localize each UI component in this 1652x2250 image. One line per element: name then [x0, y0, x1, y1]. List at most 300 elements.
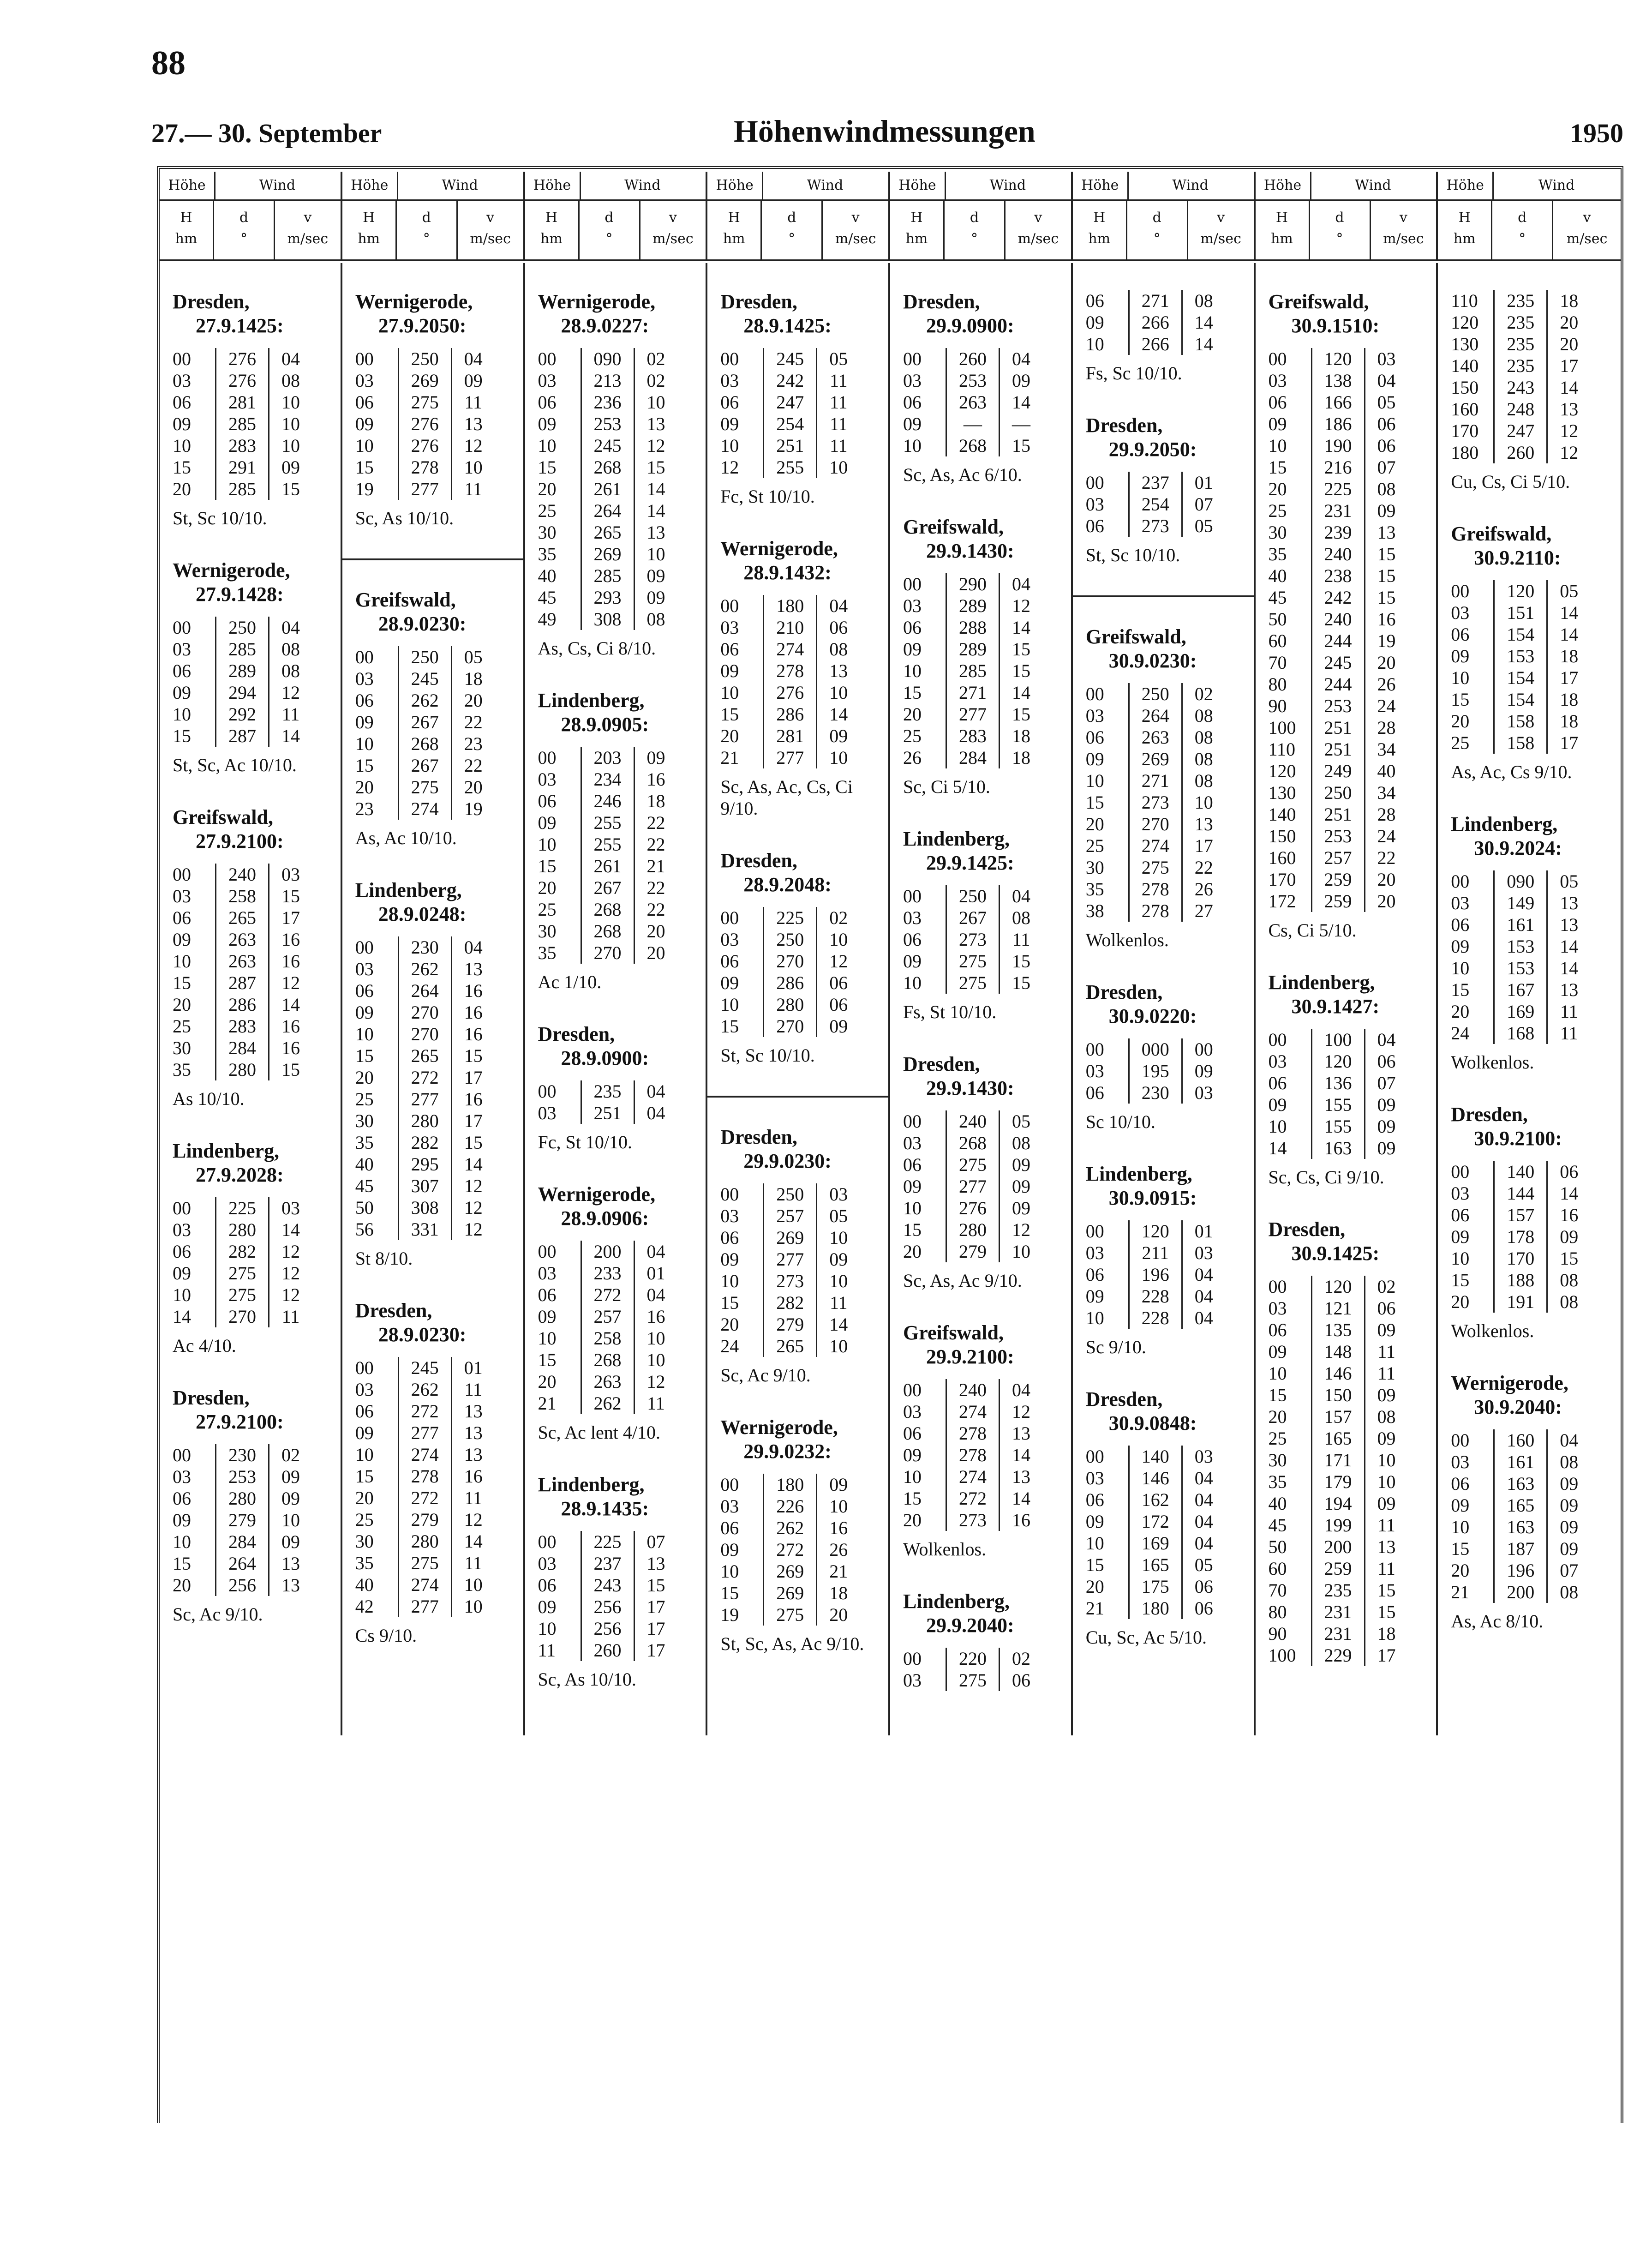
speed-cell: 17: [646, 1596, 665, 1617]
height-cell: 03: [355, 959, 374, 979]
direction-cell: 260: [1494, 442, 1547, 463]
speed-cell: 10: [1377, 1471, 1396, 1492]
speed-cell: 17: [1560, 355, 1579, 376]
header-hm: hm: [1453, 231, 1476, 247]
table-row: [903, 725, 1042, 747]
direction-cell: 281: [216, 391, 269, 413]
observation-block: [707, 1096, 888, 1386]
table-row: [1269, 435, 1408, 456]
table-row: [173, 638, 312, 660]
speed-cell: 06: [1560, 1161, 1579, 1182]
direction-cell: 271: [1129, 770, 1182, 792]
station-name: Dresden,: [720, 1126, 797, 1148]
observation-table: [1451, 1161, 1590, 1313]
observation-table: [903, 885, 1042, 994]
table-row: [355, 1422, 495, 1444]
height-cell: 15: [720, 1583, 739, 1603]
table-row: [1451, 1538, 1590, 1560]
header-hm: hm: [1271, 231, 1293, 247]
speed-cell: 08: [1194, 705, 1213, 726]
speed-cell: 12: [464, 1197, 483, 1218]
column-header: [1438, 172, 1621, 259]
direction-cell: 284: [216, 1037, 269, 1059]
speed-cell: 15: [281, 1059, 300, 1080]
direction-cell: 149: [1494, 892, 1547, 914]
table-row: [1086, 1307, 1225, 1329]
speed-cell: 10: [646, 1328, 665, 1349]
station-name: Greifswald,: [903, 516, 1004, 538]
height-cell: 35: [538, 544, 557, 564]
height-cell: 10: [355, 435, 374, 456]
height-cell: 09: [903, 414, 922, 434]
table-row: [1269, 1137, 1408, 1159]
table-row: [538, 747, 677, 768]
cloud-note: St, Sc 10/10.: [720, 1045, 815, 1066]
height-cell: 00: [1085, 1039, 1104, 1060]
speed-cell: 07: [646, 1531, 665, 1552]
height-cell: 20: [1268, 479, 1287, 499]
table-row: [1269, 587, 1408, 608]
observation-table: [720, 595, 860, 768]
observation-datetime: 28.9.1435:: [561, 1497, 649, 1520]
direction-cell: 168: [1494, 1022, 1547, 1044]
table-row: [1269, 1623, 1408, 1644]
table-row: [1451, 892, 1590, 914]
speed-cell: 06: [829, 617, 848, 638]
speed-cell: 11: [829, 414, 848, 434]
direction-cell: 268: [581, 899, 634, 920]
direction-cell: 272: [581, 1284, 634, 1306]
header-ms: m/sec: [1566, 231, 1608, 247]
page-title: Höhenwindmessungen: [734, 114, 1035, 149]
header-d: d: [1335, 210, 1344, 226]
direction-cell: 287: [216, 972, 269, 994]
height-cell: 00: [1085, 472, 1104, 493]
height-cell: 09: [903, 1176, 922, 1197]
height-cell: 21: [1451, 1582, 1470, 1602]
speed-cell: 11: [1377, 1341, 1395, 1362]
table-row: [903, 348, 1042, 370]
table-row: [720, 1539, 860, 1560]
table-row: [1269, 738, 1408, 760]
direction-cell: 275: [946, 1154, 1000, 1176]
page-number: 88: [151, 44, 186, 82]
height-cell: 30: [1268, 1450, 1287, 1470]
height-cell: 06: [355, 980, 374, 1001]
table-row: [720, 972, 860, 994]
direction-cell: 272: [398, 1487, 451, 1509]
header-wind: Wind: [397, 172, 523, 201]
header-hoehe: Höhe: [1438, 172, 1494, 201]
height-cell: 03: [1451, 1452, 1470, 1472]
observation-block: [1269, 971, 1431, 1188]
direction-cell: 216: [1311, 456, 1365, 478]
height-cell: 10: [1085, 1308, 1104, 1328]
speed-cell: 05: [829, 1206, 848, 1226]
height-cell: 09: [173, 1263, 191, 1284]
direction-cell: 225: [581, 1531, 634, 1553]
speed-cell: 06: [1377, 1051, 1396, 1072]
height-cell: 09: [1451, 1226, 1470, 1247]
observation-datetime: 28.9.0227:: [561, 314, 649, 337]
height-cell: 20: [538, 1371, 557, 1392]
direction-cell: 276: [764, 682, 817, 703]
observation-block: [173, 558, 335, 776]
observation-table: [720, 348, 860, 478]
speed-cell: 08: [1377, 1406, 1396, 1427]
header-hoehe: Höhe: [1256, 172, 1311, 201]
table-row: [1269, 1514, 1408, 1536]
speed-cell: 15: [464, 1045, 483, 1066]
direction-cell: 257: [581, 1306, 634, 1327]
height-cell: 06: [903, 1423, 922, 1444]
height-cell: 03: [173, 370, 191, 391]
height-cell: 00: [903, 1111, 922, 1132]
table-row: [1269, 717, 1408, 738]
table-row: [720, 682, 860, 703]
speed-cell: 14: [1012, 1488, 1030, 1509]
table-row: [355, 958, 495, 980]
speed-cell: 10: [829, 1336, 848, 1356]
height-cell: 10: [1451, 1248, 1470, 1269]
height-cell: 09: [720, 1249, 739, 1270]
table-row: [355, 1132, 495, 1153]
speed-cell: 15: [464, 1132, 483, 1153]
cloud-note: Sc 10/10.: [1085, 1111, 1155, 1132]
direction-cell: 264: [581, 500, 634, 522]
header-deg: °: [1153, 231, 1161, 247]
table-row: [355, 1465, 495, 1487]
direction-cell: 199: [1311, 1514, 1365, 1536]
table-row: [1451, 710, 1590, 732]
direction-cell: 272: [398, 1400, 451, 1422]
direction-cell: 280: [398, 1530, 451, 1552]
height-cell: 40: [538, 565, 557, 586]
direction-cell: 161: [1494, 1451, 1547, 1473]
table-row: [720, 703, 860, 725]
direction-cell: 250: [398, 348, 451, 370]
observation-block: [538, 290, 700, 659]
height-cell: 00: [1085, 1446, 1104, 1467]
table-row: [355, 1067, 495, 1088]
direction-cell: 256: [581, 1618, 634, 1639]
height-cell: 20: [1085, 1576, 1104, 1597]
cloud-note: Sc, As 10/10.: [538, 1669, 636, 1690]
station-name: Dresden,: [355, 1299, 432, 1322]
direction-cell: 267: [398, 711, 451, 733]
speed-cell: 19: [464, 798, 483, 819]
direction-cell: 256: [216, 1574, 269, 1596]
speed-cell: 18: [1560, 646, 1579, 666]
height-cell: 100: [1268, 1645, 1296, 1666]
table-row: [1269, 630, 1408, 652]
cloud-note: As 10/10.: [173, 1088, 245, 1109]
speed-cell: 08: [1194, 727, 1213, 748]
speed-cell: 10: [281, 435, 300, 456]
direction-cell: 278: [398, 456, 451, 478]
direction-cell: 251: [764, 435, 817, 456]
height-cell: 40: [1268, 565, 1287, 586]
speed-cell: 14: [1012, 617, 1030, 638]
header-wind: Wind: [580, 172, 706, 201]
height-cell: 06: [1085, 290, 1104, 311]
height-cell: 03: [1451, 602, 1470, 623]
speed-cell: 13: [829, 660, 848, 681]
height-cell: 30: [1085, 857, 1104, 878]
direction-cell: 290: [946, 573, 1000, 595]
table-row: [173, 1241, 312, 1262]
table-row: [173, 370, 312, 391]
direction-cell: 213: [581, 370, 634, 391]
speed-cell: 12: [281, 1263, 300, 1284]
direction-cell: 270: [216, 1306, 269, 1327]
table-row: [173, 1219, 312, 1241]
height-cell: 10: [1085, 770, 1104, 791]
direction-cell: 158: [1494, 732, 1547, 754]
height-cell: 06: [720, 1227, 739, 1248]
direction-cell: 153: [1494, 957, 1547, 979]
height-cell: 35: [1085, 879, 1104, 900]
direction-cell: 175: [1129, 1576, 1182, 1597]
table-row: [1269, 1319, 1408, 1341]
speed-cell: 08: [1012, 1133, 1030, 1153]
direction-cell: 237: [581, 1553, 634, 1574]
table-row: [1451, 1473, 1590, 1494]
direction-cell: 154: [1494, 667, 1547, 689]
header-h-hm: [525, 201, 580, 259]
speed-cell: 04: [1377, 370, 1396, 391]
speed-cell: 11: [1377, 1363, 1395, 1384]
height-cell: 160: [1451, 399, 1479, 420]
height-cell: 20: [1451, 1560, 1470, 1581]
speed-cell: 06: [1012, 1670, 1030, 1691]
table-row: [1451, 1204, 1590, 1226]
observation-datetime: 28.9.0230:: [378, 1323, 467, 1346]
height-cell: 03: [720, 370, 739, 391]
height-cell: 09: [355, 1002, 374, 1023]
table-row: [720, 456, 860, 478]
table-row: [538, 1531, 677, 1553]
height-cell: 20: [1451, 1001, 1470, 1022]
table-row: [1086, 1285, 1225, 1307]
height-cell: 06: [173, 1241, 191, 1262]
table-row: [1269, 391, 1408, 413]
direction-cell: 265: [398, 1045, 451, 1067]
table-row: [538, 348, 677, 370]
direction-cell: 240: [946, 1110, 1000, 1132]
speed-cell: 04: [1012, 348, 1030, 369]
station-name: Greifswald,: [903, 1321, 1004, 1344]
height-cell: 06: [720, 392, 739, 413]
direction-cell: 277: [398, 1088, 451, 1110]
height-cell: 30: [1268, 522, 1287, 543]
speed-cell: 13: [281, 1575, 300, 1596]
header-d-deg: [214, 201, 275, 259]
height-cell: 14: [1268, 1138, 1287, 1158]
speed-cell: 09: [1560, 1473, 1579, 1494]
height-cell: 25: [1085, 835, 1104, 856]
table-row: [1451, 580, 1590, 602]
table-row: [355, 1218, 495, 1240]
station-name: Wernigerode,: [538, 1183, 656, 1206]
table-row: [1086, 1489, 1225, 1511]
height-cell: 06: [1451, 1473, 1470, 1494]
table-row: [720, 595, 860, 617]
height-cell: 06: [1268, 392, 1287, 413]
observation-block: [903, 1052, 1065, 1291]
speed-cell: 04: [1012, 574, 1030, 594]
header-d-deg: [397, 201, 458, 259]
height-cell: 15: [173, 972, 191, 993]
direction-cell: 228: [1129, 1285, 1182, 1307]
observation-table: [720, 1474, 860, 1626]
table-row: [1086, 857, 1225, 878]
table-row: [538, 1574, 677, 1596]
speed-cell: 17: [1560, 667, 1579, 688]
direction-cell: 262: [398, 958, 451, 980]
observation-table: [173, 1444, 312, 1596]
table-row: [538, 522, 677, 543]
direction-cell: 254: [764, 413, 817, 435]
height-cell: 03: [538, 1553, 557, 1574]
table-row: [538, 1349, 677, 1371]
station-name: Dresden,: [1268, 1218, 1346, 1241]
speed-cell: 20: [1377, 652, 1396, 673]
height-cell: 00: [173, 864, 191, 885]
table-row: [173, 1037, 312, 1059]
height-cell: 03: [538, 769, 557, 790]
direction-cell: 307: [398, 1175, 451, 1197]
height-cell: 10: [355, 1444, 374, 1465]
direction-cell: 269: [398, 370, 451, 391]
direction-cell: 242: [764, 370, 817, 391]
speed-cell: 09: [281, 1466, 300, 1487]
direction-cell: 090: [581, 348, 634, 370]
observation-table: [538, 1080, 677, 1124]
speed-cell: 10: [1194, 792, 1213, 813]
table-row: [538, 1639, 677, 1661]
height-cell: 20: [173, 994, 191, 1015]
direction-cell: 295: [398, 1153, 451, 1175]
direction-cell: 191: [1494, 1291, 1547, 1313]
header-wind: Wind: [214, 172, 341, 201]
table-row: [903, 391, 1042, 413]
header-h: H: [1275, 210, 1288, 226]
station-name: Lindenberg,: [903, 1590, 1010, 1613]
cloud-note: Sc, Ac lent 4/10.: [538, 1422, 661, 1443]
speed-cell: 16: [281, 929, 300, 950]
speed-cell: 20: [464, 777, 483, 798]
height-cell: 40: [355, 1574, 374, 1595]
direction-cell: 262: [581, 1392, 634, 1414]
table-row: [538, 899, 677, 920]
speed-cell: 11: [829, 1292, 848, 1313]
table-row: [173, 1488, 312, 1509]
station-name: Dresden,: [1085, 981, 1163, 1003]
height-cell: 20: [1451, 1291, 1470, 1312]
table-row: [538, 478, 677, 500]
height-cell: 20: [538, 479, 557, 499]
column-header: [160, 172, 342, 259]
table-row: [173, 1531, 312, 1553]
table-row: [173, 885, 312, 907]
direction-cell: 165: [1311, 1428, 1365, 1449]
speed-cell: 06: [1377, 414, 1396, 434]
table-row: [1269, 1362, 1408, 1384]
height-cell: 140: [1451, 355, 1479, 376]
table-row: [538, 370, 677, 391]
speed-cell: 15: [1377, 565, 1396, 586]
table-row: [903, 1488, 1042, 1509]
table-row: [1269, 825, 1408, 847]
table-row: [1451, 1182, 1590, 1204]
station-name: Dresden,: [538, 1023, 615, 1045]
table-row: [720, 1270, 860, 1292]
speed-cell: 09: [281, 1531, 300, 1552]
direction-cell: 274: [398, 1444, 451, 1465]
direction-cell: 210: [764, 617, 817, 638]
table-row: [720, 1227, 860, 1248]
table-row: [355, 776, 495, 798]
speed-cell: 04: [1194, 1286, 1213, 1307]
speed-cell: 09: [1194, 1061, 1213, 1081]
table-row: [538, 1241, 677, 1262]
table-row: [538, 587, 677, 608]
observation-block: [1451, 1371, 1615, 1632]
cloud-note: Fc, St 10/10.: [538, 1132, 632, 1152]
direction-cell: 120: [1129, 1220, 1182, 1242]
direction-cell: 163: [1494, 1516, 1547, 1538]
direction-cell: 280: [764, 994, 817, 1015]
direction-cell: 275: [946, 950, 1000, 972]
height-cell: 06: [1085, 727, 1104, 748]
direction-cell: 247: [764, 391, 817, 413]
header-h: H: [910, 210, 923, 226]
height-cell: 00: [1451, 871, 1470, 892]
direction-cell: 196: [1129, 1264, 1182, 1285]
speed-cell: 04: [281, 617, 300, 638]
observation-block: [538, 1182, 700, 1443]
direction-cell: 283: [216, 435, 269, 456]
height-cell: 20: [1451, 711, 1470, 732]
station-name: Lindenberg,: [1085, 1163, 1192, 1185]
speed-cell: 16: [464, 980, 483, 1001]
header-h-hm: [160, 201, 214, 259]
height-cell: 23: [355, 798, 374, 819]
speed-cell: 10: [829, 1227, 848, 1248]
speed-cell: 15: [281, 886, 300, 906]
speed-cell: 14: [1560, 624, 1579, 645]
speed-cell: 14: [646, 479, 665, 499]
observation-datetime: 29.9.0900:: [926, 314, 1014, 337]
table-row: [1086, 1597, 1225, 1619]
speed-cell: 16: [464, 1466, 483, 1487]
station-name: Lindenberg,: [1451, 813, 1558, 835]
table-row: [1086, 1467, 1225, 1489]
header-v: v: [486, 210, 495, 226]
direction-cell: 280: [216, 1059, 269, 1080]
height-cell: 00: [538, 1531, 557, 1552]
height-cell: 09: [538, 812, 557, 833]
direction-cell: 269: [764, 1227, 817, 1248]
height-cell: 15: [538, 1350, 557, 1370]
direction-cell: 273: [764, 1270, 817, 1292]
table-row: [1451, 870, 1590, 892]
speed-cell: 09: [829, 1249, 848, 1270]
header-h: H: [545, 210, 558, 226]
speed-cell: 09: [1012, 370, 1030, 391]
direction-cell: 253: [216, 1466, 269, 1488]
